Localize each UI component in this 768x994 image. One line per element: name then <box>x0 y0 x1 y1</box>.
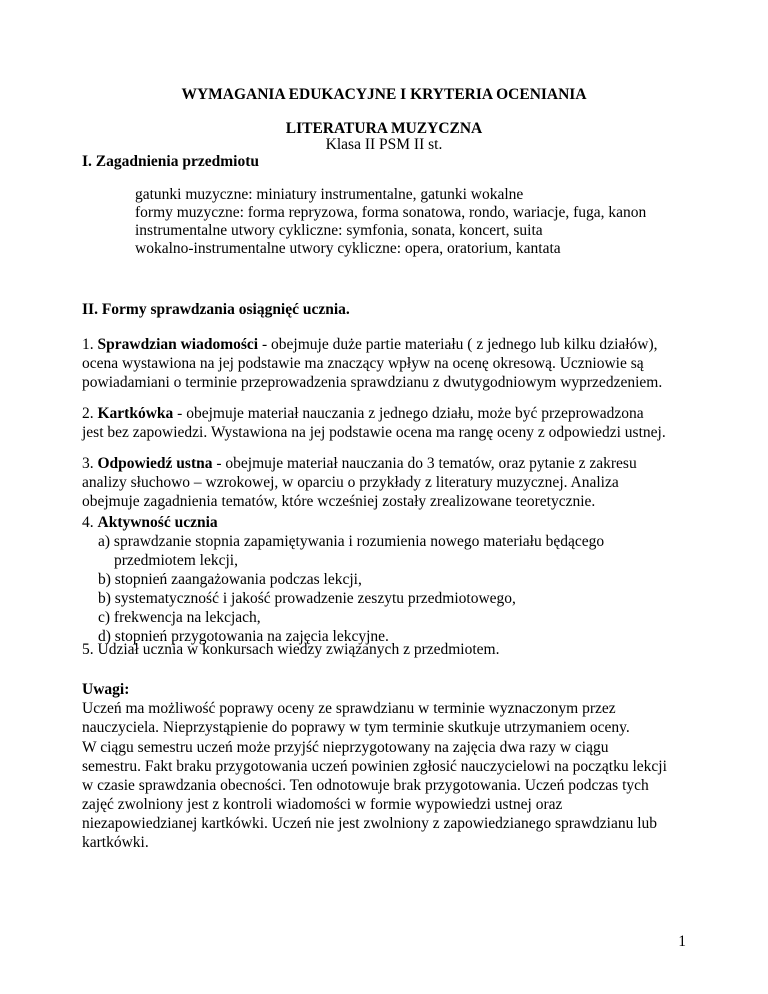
topic-item: wokalno-instrumentalne utwory cykliczne: opera, oratorium, kantata <box>135 240 561 257</box>
item-3-paragraph: 3. Odpowiedź ustna - obejmuje materiał nauczania do 3 tematów, oraz pytanie z zakresu analizy słuchowo – wzrokowej, w oparciu o przykłady z literatury muzycznej. Analiza obejmuje zagadnienia tematów, które wcześniej zostały zrealizowane teoretycznie. <box>82 455 637 510</box>
document-title: WYMAGANIA EDUKACYJNE I KRYTERIA OCENIANIA <box>181 86 587 103</box>
list-item: b) systematyczność i jakość prowadzenie zeszytu przedmiotowego, <box>98 590 516 607</box>
topic-item: gatunki muzyczne: miniatury instrumentalne, gatunki wokalne <box>135 186 524 203</box>
section-1-heading: I. Zagadnienia przedmiotu <box>82 153 259 170</box>
topic-item: formy muzyczne: forma repryzowa, forma sonatowa, rondo, wariacje, fuga, kanon <box>135 204 647 221</box>
list-item: c) frekwencja na lekcjach, <box>98 609 261 626</box>
subject-title: LITERATURA MUZYCZNA <box>285 120 483 137</box>
page-number: 1 <box>678 933 686 950</box>
item-1-term: Sprawdzian wiadomości <box>97 336 259 353</box>
item-5-paragraph: 5. Udział ucznia w konkursach wiedzy związanych z przedmiotem. <box>82 641 500 658</box>
notes-section: Uwagi: Uczeń ma możliwość poprawy oceny ze sprawdzianu w terminie wyznaczonym przez nauczyciela. Nieprzystąpienie do poprawy w tym terminie skutkuje utrzymaniem oceny. <box>82 680 702 737</box>
notes-paragraph-2: W ciągu semestru uczeń może przyjść nieprzygotowany na zajęcia dwa razy w ciągu semestru. Fakt braku przygotowania uczeń powinien zgłosić nauczycielowi na początku lekcji w czasie sprawdzania obecności. Ten odnotowuje brak przygotowania. Uczeń podczas tych zajęć zwolniony jest z kontroli wiadomości w formie wypowiedzi ustnej oraz niezapowiedzianej kartkówki. Uczeń nie jest zwolniony z zapowiedzianego sprawdzianu lub kartkówki. <box>82 739 667 851</box>
item-3-term: Odpowiedź ustna <box>97 455 213 472</box>
list-item: przedmiotem lekcji, <box>114 552 238 569</box>
item-2-paragraph: 2. Kartkówka - obejmuje materiał nauczania z jednego działu, może być przeprowadzona jest bez zapowiedzi. Wystawiona na jej podstawie ocena ma rangę oceny z odpowiedzi ustnej. <box>82 405 666 441</box>
item-4-term: Aktywność ucznia <box>97 514 218 531</box>
section-2-heading: II. Formy sprawdzania osiągnięć ucznia. <box>82 301 350 318</box>
class-label: Klasa II PSM II st. <box>325 136 443 153</box>
list-item: d) stopnień przygotowania na zajęcia lekcyjne. <box>98 628 389 645</box>
topic-item: instrumentalne utwory cykliczne: symfonia, sonata, koncert, suita <box>135 222 543 239</box>
item-1-paragraph: 1. Sprawdzian wiadomości - obejmuje duże partie materiału ( z jednego lub kilku działów), ocena wystawiona na jej podstawie ma znaczący wpływ na ocenę okresową. Uczniowie są powiadamiani o terminie przeprowadzenia sprawdzianu z dwutygodniowym wyprzedzeniem. <box>82 336 663 391</box>
list-item: a) sprawdzanie stopnia zapamiętywania i rozumienia nowego materiału będącego <box>98 533 605 550</box>
notes-heading: Uwagi: <box>82 681 130 698</box>
list-item: b) stopnień zaangażowania podczas lekcji, <box>98 571 362 588</box>
item-2-term: Kartkówka <box>97 405 174 422</box>
item-4-paragraph: 4. Aktywność ucznia a) sprawdzanie stopnia zapamiętywania i rozumienia nowego materiału będącego przedmiotem lekcji, b) stopnień zaangażowania podczas lekcji, b) systematyczność i jakość prowadzenie zeszytu przedmiotowego, c) frekwencja na lekcjach, d) stopnień przygotowania na zajęcia lekcyjne. <box>82 513 702 646</box>
